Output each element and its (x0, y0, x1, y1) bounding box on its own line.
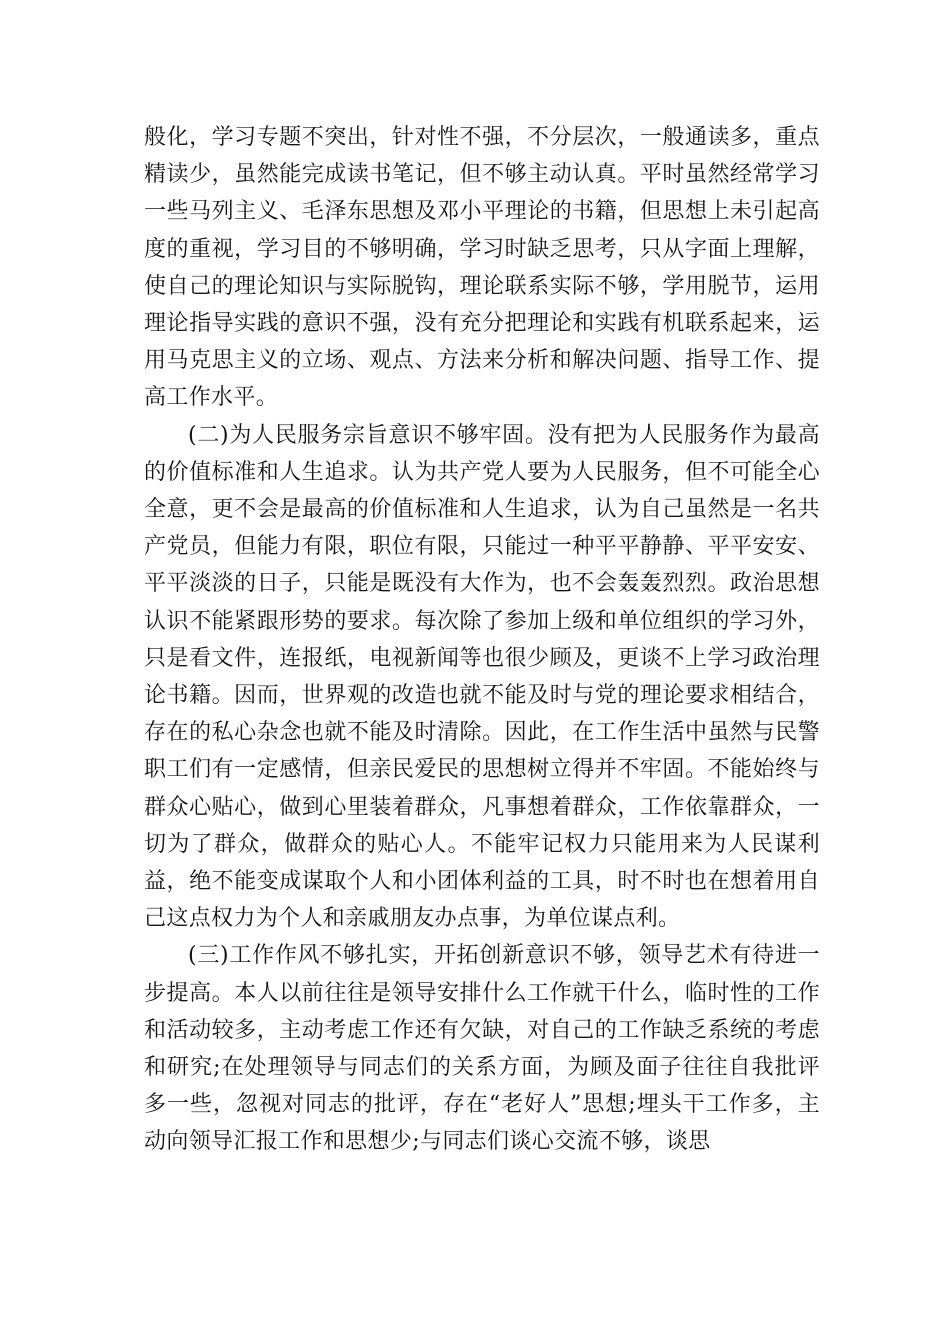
paragraph-service-awareness: (二)为人民服务宗旨意识不够牢固。没有把为人民服务作为最高的价值标准和人生追求。认为共产党人要为人民服务，但不可能全心全意，更不会是最高的价值标准和人生追求，认为自己虽然是一名共产党员，但能力有限，职位有限，只能过一种平平静静、平平安安、平平淡淡的日子，只能是既没有大作为，也不会轰轰烈烈。政治思想认识不能紧跟形势的要求。每次除了参加上级和单位组织的学习外，只是看文件，连报纸，电视新闻等也很少顾及，更谈不上学习政治理论书籍。因而，世界观的改造也就不能及时与党的理论要求相结合，存在的私心杂念也就不能及时清除。因此，在工作生活中虽然与民警职工们有一定感情，但亲民爱民的思想树立得并不牢固。不能始终与群众心贴心，做到心里装着群众，凡事想着群众，工作依靠群众，一切为了群众，做群众的贴心人。不能牢记权力只能用来为人民谋利益，绝不能变成谋取个人和小团体利益的工具，时不时也在想着用自己这点权力为个人和亲戚朋友办点事，为单位谋点利。 (144, 422, 820, 932)
document-body (144, 119, 820, 1161)
paragraph-study-continuation: 般化，学习专题不突出，针对性不强，不分层次，一般通读多，重点精读少，虽然能完成读书笔记，但不够主动认真。平时虽然经常学习一些马列主义、毛泽东思想及邓小平理论的书籍，但思想上未引起高度的重视，学习目的不够明确，学习时缺乏思考，只从字面上理解，使自己的理论知识与实际脱钩，理论联系实际不够，学用脱节，运用理论指导实践的意识不强，没有充分把理论和实践有机联系起来，运用马克思主义的立场、观点、方法来分析和解决问题、指导工作、提高工作水平。 (144, 125, 820, 411)
paragraph-work-style: (三)工作作风不够扎实，开拓创新意识不够，领导艺术有待进一步提高。本人以前往往是领导安排什么工作就干什么，临时性的工作和活动较多，主动考虑工作还有欠缺，对自己的工作缺乏系统的考虑和研究;在处理领导与同志们的关系方面，为顾及面子往往自我批评多一些，忽视对同志的批评，存在“老好人”思想;埋头干工作多，主动向领导汇报工作和思想少;与同志们谈心交流不够，谈思 (144, 943, 820, 1155)
